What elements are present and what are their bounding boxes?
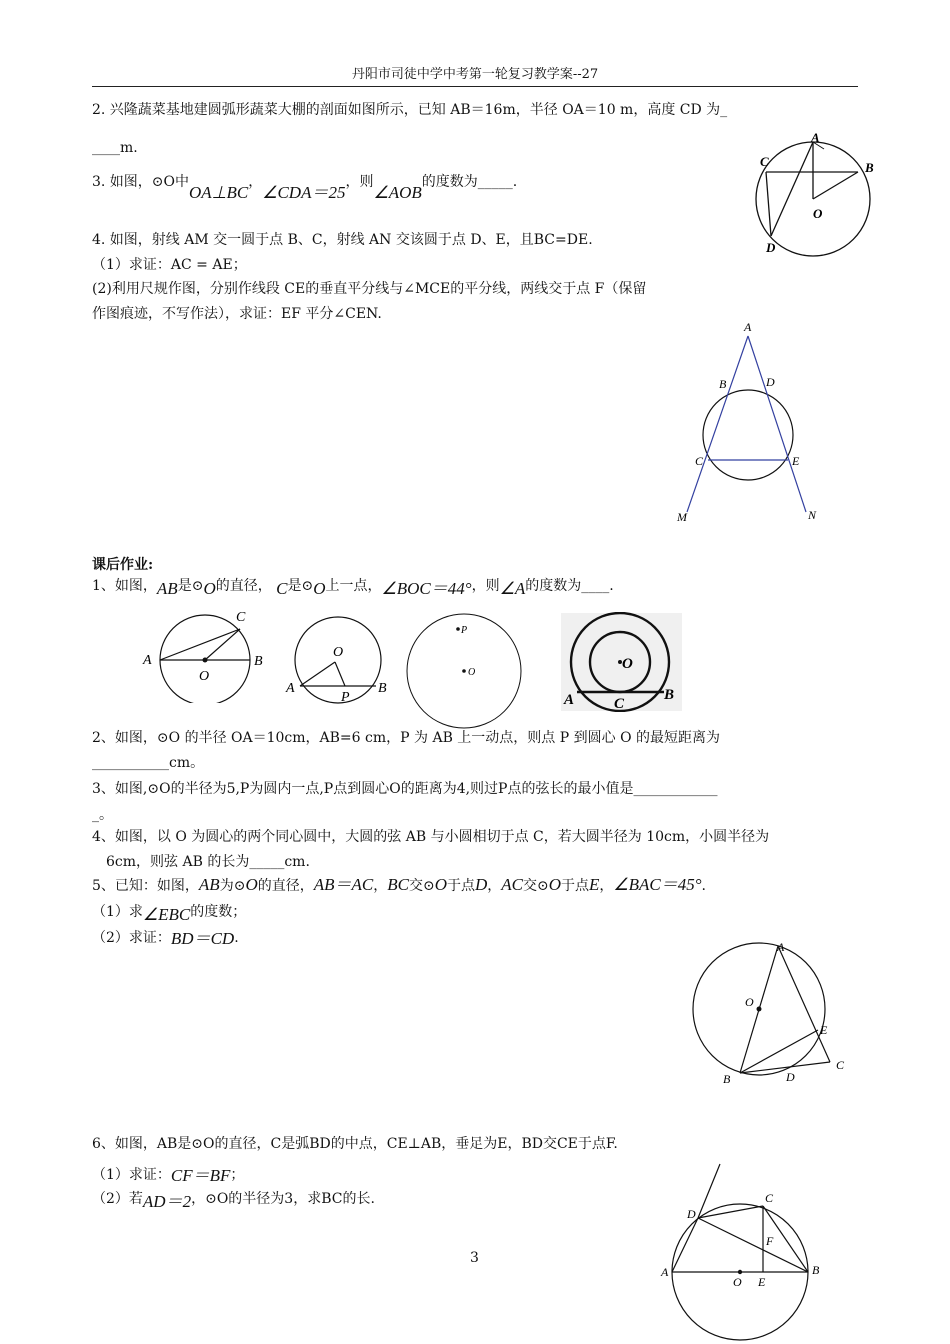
h5-p2-math: BD＝CD — [170, 929, 235, 948]
header-rule — [92, 86, 858, 87]
h6-p1-text-b: ； — [230, 1167, 245, 1183]
h5-math-1: AB — [198, 875, 220, 894]
h1-text-f: ，则 — [471, 578, 500, 594]
q4-label-m: M — [677, 510, 687, 524]
h4-label-o: O — [622, 656, 633, 672]
q2-line1: 2. 兴隆蔬菜基地建圆弧形蔬菜大棚的剖面如图所示，已知 AB＝16m，半径 OA＝10 m，高度 CD 为_ — [92, 102, 728, 118]
q3-text-c: ，则 — [345, 174, 374, 190]
h3-line2: _。 — [92, 807, 113, 823]
q4-part2-cont: 作图痕迹，不写作法），求证：EF 平分∠CEN. — [92, 306, 382, 322]
h5-p2-text-a: （2）求证： — [92, 930, 171, 946]
q4-line1: 4. 如图，射线 AM 交一圆于点 B、C，射线 AN 交该圆于点 D、E，且BC=DE. — [92, 232, 593, 248]
q4-label-e: E — [792, 454, 800, 468]
h1-math-o: O — [203, 579, 216, 598]
h1-text-d: 是⊙ — [287, 578, 314, 594]
h5-label-e: E — [820, 1023, 828, 1037]
h1-math-ab: AB — [156, 579, 178, 598]
q2-line2: ____m. — [92, 140, 138, 156]
h1-text-b: 是⊙ — [177, 578, 204, 594]
h6-part2 — [92, 1189, 375, 1211]
h5-text-g: ， — [487, 878, 502, 894]
h5-label-d: D — [786, 1070, 795, 1084]
h5-text-i: 于点 — [561, 878, 589, 894]
h1-label-a: A — [143, 653, 152, 668]
h1-label-c: C — [236, 610, 246, 625]
q3-label-d: D — [766, 240, 776, 255]
h1-math-a: ∠A — [499, 579, 526, 598]
q3-text-a: 3. 如图，⊙O中 — [92, 174, 190, 190]
h5-math-3: AB＝AC — [313, 875, 374, 894]
h6-line1: 6、如图，AB是⊙O的直径，C是弧BD的中点，CE⊥AB，垂足为E，BD交CE于点F. — [92, 1136, 618, 1152]
q3-line — [92, 172, 518, 202]
figure-q4 — [670, 316, 830, 528]
h5-text-h: 交⊙ — [522, 878, 549, 894]
h6-label-c: C — [765, 1191, 774, 1205]
q3-math-3: ∠AOB — [373, 183, 422, 202]
h6-label-d: D — [687, 1207, 696, 1221]
h5-text-a: 5、已知：如图， — [92, 878, 199, 894]
figure-q3 — [752, 132, 882, 272]
h4-label-b: B — [664, 687, 675, 703]
h6-p2-math: AD＝2 — [142, 1192, 192, 1211]
h6-p2-text-a: （2）若 — [92, 1191, 143, 1207]
h3-label-o: O — [468, 667, 476, 678]
q3-text-b: ， — [248, 174, 263, 190]
h2-label-o: O — [333, 645, 344, 660]
q3-text-d: 的度数为_____. — [421, 174, 518, 190]
h6-label-f: F — [766, 1234, 774, 1248]
h3-label-p: P — [461, 625, 468, 636]
h5-math-9: E — [589, 875, 600, 894]
h1-line — [92, 576, 614, 598]
h5-label-c: C — [836, 1058, 845, 1072]
q4-label-b: B — [719, 377, 727, 391]
h3-line1: 3、如图,⊙O的半径为5,P为圆内一点,P点到圆心O的距离为4,则过P点的弦长的最小值是____________ — [92, 781, 718, 797]
q4-part2: (2)利用尺规作图，分别作线段 CE的垂直平分线与∠MCE的平分线，两线交于点 F（保留 — [92, 281, 647, 297]
h5-math-4: BC — [387, 875, 409, 894]
h1-math-angle: ∠BOC＝44° — [381, 579, 472, 598]
q4-label-a: A — [744, 320, 752, 334]
figure-h2 — [283, 610, 395, 708]
h5-math-2: O — [245, 875, 258, 894]
page-number: 3 — [470, 1250, 479, 1266]
h1-text-e: 上一点， — [325, 578, 382, 594]
h5-text-b: 为⊙ — [219, 878, 246, 894]
h5-math-10: ∠BAC＝45° — [613, 875, 702, 894]
h5-label-o: O — [745, 995, 754, 1009]
h5-text-d: ， — [373, 878, 388, 894]
h6-part1 — [92, 1165, 244, 1184]
h5-math-6: D — [474, 875, 488, 894]
h2-label-b: B — [378, 681, 387, 696]
h2-circle — [295, 617, 381, 703]
h5-p2-text-b: . — [234, 930, 239, 946]
h2-line2: ___________cm。 — [92, 755, 205, 771]
h5-label-a: A — [777, 940, 785, 954]
figure-h1 — [140, 605, 268, 703]
q4-part1: （1）求证：AC = AE； — [92, 257, 247, 273]
q3-label-b: B — [865, 160, 874, 175]
h5-part1 — [92, 902, 247, 924]
h5-p1-text-b: 的度数； — [190, 904, 247, 920]
h5-text-f: 于点 — [446, 878, 475, 894]
h2-label-a: A — [286, 681, 295, 696]
h1-math-c: C — [276, 579, 288, 598]
h6-label-a: A — [661, 1265, 669, 1279]
h6-p1-math: CF＝BF — [170, 1166, 231, 1185]
h6-label-e: E — [758, 1275, 766, 1289]
q3-math-2: ∠CDA＝25 — [262, 183, 346, 202]
h2-line1: 2、如图，⊙O 的半径 OA＝10cm，AB=6 cm，P 为 AB 上一动点，则点 P 到圆心 O 的最短距离为 — [92, 730, 721, 746]
q3-label-a: A — [811, 132, 820, 145]
h1-label-b: B — [254, 654, 263, 669]
h4-line1: 4、如图，以 O 为圆心的两个同心圆中，大圆的弦 AB 与小圆相切于点 C，若大圆半径为 10cm，小圆半径为 — [92, 829, 770, 845]
h4-label-a: A — [564, 692, 575, 708]
figure-h5 — [688, 936, 858, 1092]
h6-p1-text-a: （1）求证： — [92, 1167, 171, 1183]
h4-label-c: C — [614, 696, 625, 712]
figure-h6 — [654, 1160, 834, 1344]
q4-circle — [703, 390, 793, 480]
h5-text-c: 的直径， — [257, 878, 314, 894]
h5-math-8: O — [548, 875, 561, 894]
h5-label-b: B — [723, 1072, 731, 1086]
q4-label-n: N — [808, 508, 817, 522]
h5-p1-math: ∠EBC — [142, 905, 191, 924]
q3-label-c: C — [760, 154, 769, 169]
h1-math-o2: O — [313, 579, 326, 598]
h5-text-j: ， — [599, 878, 614, 894]
figure-h3 — [402, 612, 527, 730]
h1-text-g: 的度数为____. — [525, 578, 614, 594]
h1-text-a: 1、如图， — [92, 578, 157, 594]
h1-label-o: O — [199, 669, 210, 684]
figure-h4 — [560, 612, 684, 712]
h1-text-c: 的直径， — [215, 578, 272, 594]
h4-line2: 6cm，则弦 AB 的长为_____cm. — [106, 854, 310, 870]
homework-title: 课后作业: — [92, 557, 154, 573]
q3-math-1: OA⊥BC — [189, 183, 249, 202]
h5-text-e: 交⊙ — [408, 878, 435, 894]
q4-label-d: D — [766, 375, 775, 389]
q4-label-c: C — [695, 454, 704, 468]
h5-part2 — [92, 928, 239, 947]
h5-text-k: . — [701, 878, 706, 894]
h6-label-b: B — [812, 1263, 820, 1277]
h5-line — [92, 876, 706, 895]
h6-label-o: O — [733, 1275, 742, 1289]
h2-label-p: P — [341, 690, 350, 705]
h5-math-7: AC — [501, 875, 523, 894]
h6-p2-text-b: ，⊙O的半径为3，求BC的长. — [191, 1191, 375, 1207]
q3-label-o: O — [813, 206, 823, 221]
h5-p1-text-a: （1）求 — [92, 904, 143, 920]
h5-math-5: O — [434, 875, 447, 894]
page-header: 丹阳市司徒中学中考第一轮复习教学案--27 — [351, 67, 599, 82]
